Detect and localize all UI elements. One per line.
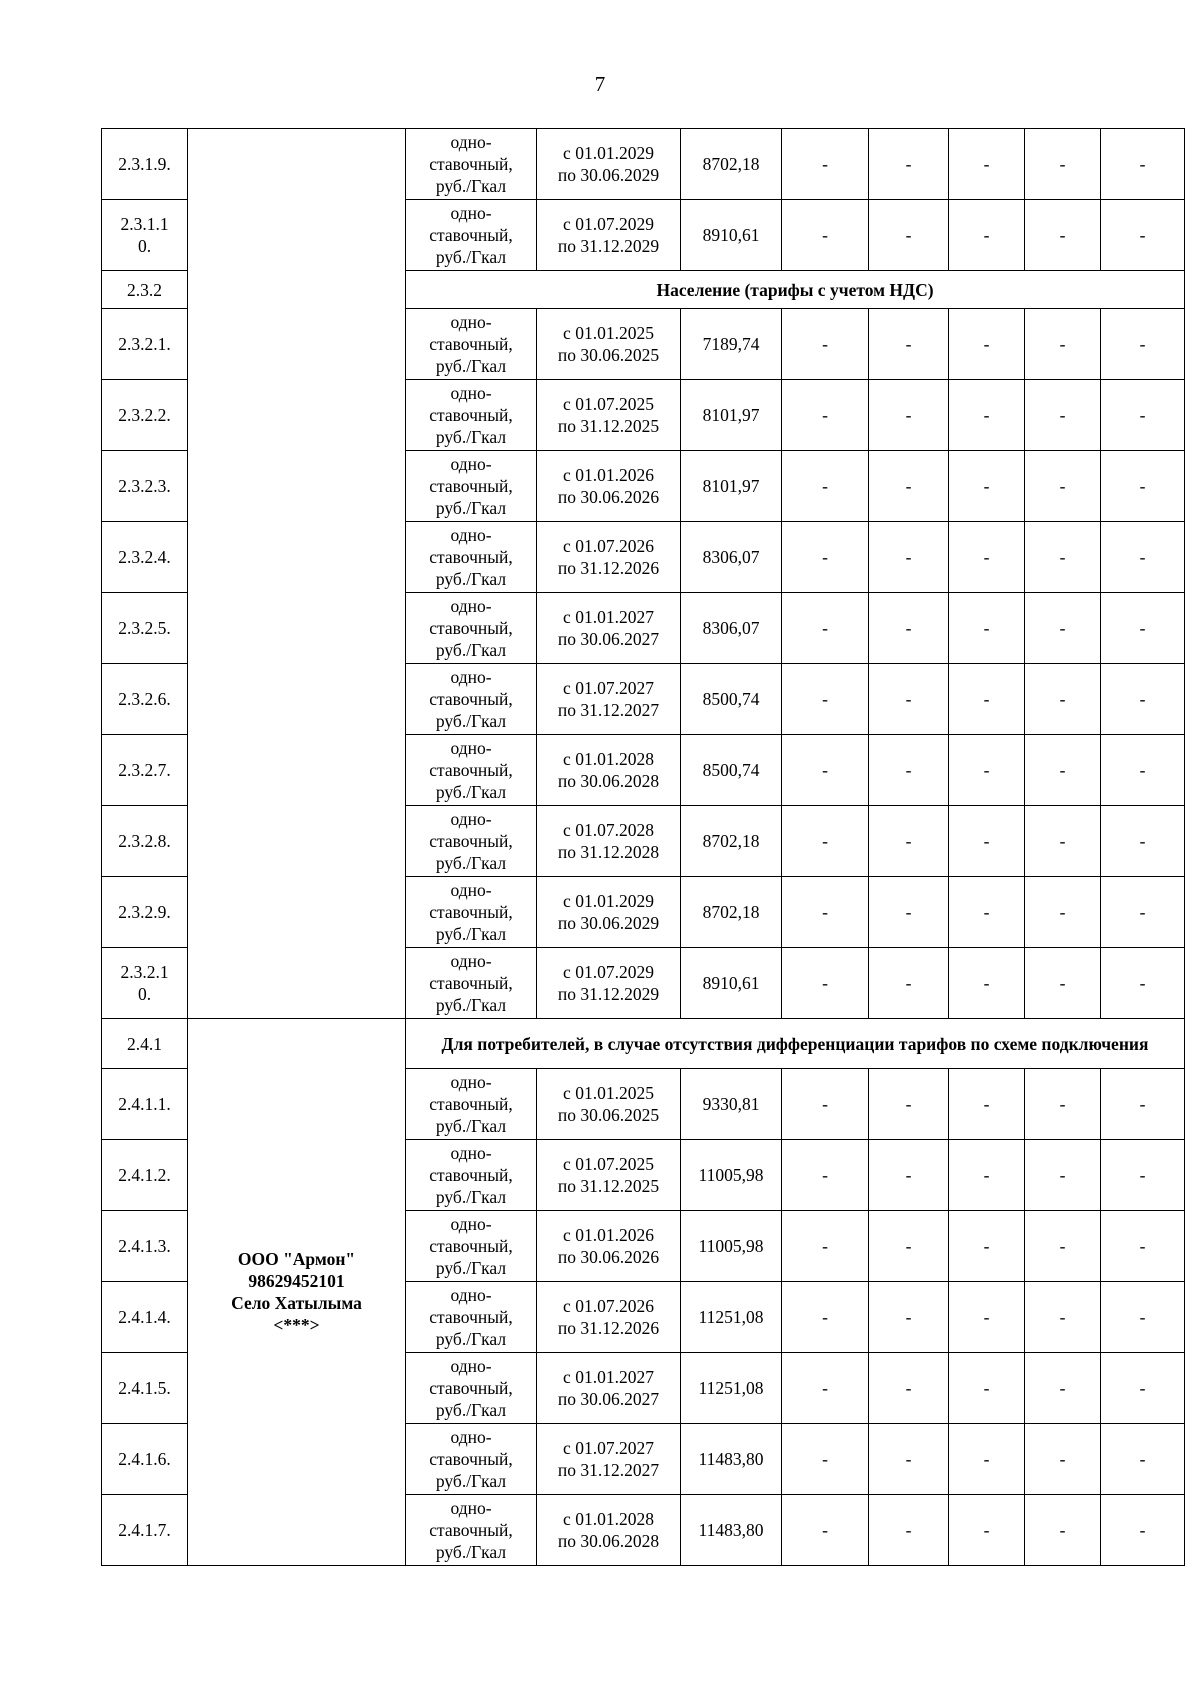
empty-value-c3: - — [949, 129, 1025, 200]
row-number: 2.3.2.7. — [102, 735, 188, 806]
tariff-period: с 01.01.2029 по 30.06.2029 — [537, 877, 681, 948]
empty-value-c4: - — [1025, 129, 1101, 200]
tariff-type: одно- ставочный, руб./Гкал — [406, 593, 537, 664]
tariff-period: с 01.07.2029 по 31.12.2029 — [537, 200, 681, 271]
section-title: Население (тарифы с учетом НДС) — [406, 271, 1185, 309]
empty-value-c4: - — [1025, 735, 1101, 806]
section-row — [102, 1019, 1185, 1069]
tariff-value: 8500,74 — [681, 735, 782, 806]
empty-value-c2: - — [869, 948, 949, 1019]
empty-value-c4: - — [1025, 877, 1101, 948]
empty-value-c2: - — [869, 664, 949, 735]
row-number: 2.3.2.4. — [102, 522, 188, 593]
tariff-type: одно- ставочный, руб./Гкал — [406, 129, 537, 200]
empty-value-c1: - — [782, 451, 869, 522]
empty-value-c2: - — [869, 1140, 949, 1211]
empty-value-c1: - — [782, 1211, 869, 1282]
empty-value-c3: - — [949, 1424, 1025, 1495]
empty-value-c5: - — [1101, 1211, 1185, 1282]
empty-value-c2: - — [869, 200, 949, 271]
tariff-value: 11483,80 — [681, 1424, 782, 1495]
empty-value-c1: - — [782, 1140, 869, 1211]
empty-value-c5: - — [1101, 1495, 1185, 1566]
tariff-value: 11251,08 — [681, 1282, 782, 1353]
organization-cell-empty — [188, 129, 406, 1019]
row-number: 2.4.1.3. — [102, 1211, 188, 1282]
empty-value-c1: - — [782, 522, 869, 593]
empty-value-c4: - — [1025, 1211, 1101, 1282]
empty-value-c4: - — [1025, 1069, 1101, 1140]
row-number: 2.4.1.7. — [102, 1495, 188, 1566]
tariff-period: с 01.07.2027 по 31.12.2027 — [537, 664, 681, 735]
empty-value-c2: - — [869, 129, 949, 200]
tariff-period: с 01.01.2029 по 30.06.2029 — [537, 129, 681, 200]
tariff-period: с 01.07.2029 по 31.12.2029 — [537, 948, 681, 1019]
tariff-period: с 01.07.2026 по 31.12.2026 — [537, 1282, 681, 1353]
empty-value-c1: - — [782, 593, 869, 664]
empty-value-c4: - — [1025, 200, 1101, 271]
empty-value-c4: - — [1025, 948, 1101, 1019]
tariff-period: с 01.01.2027 по 30.06.2027 — [537, 1353, 681, 1424]
empty-value-c1: - — [782, 735, 869, 806]
tariff-period: с 01.01.2025 по 30.06.2025 — [537, 1069, 681, 1140]
empty-value-c2: - — [869, 309, 949, 380]
empty-value-c4: - — [1025, 309, 1101, 380]
tariff-value: 8306,07 — [681, 522, 782, 593]
row-number: 2.3.2.3. — [102, 451, 188, 522]
row-number: 2.3.2.8. — [102, 806, 188, 877]
empty-value-c5: - — [1101, 948, 1185, 1019]
empty-value-c3: - — [949, 1353, 1025, 1424]
empty-value-c3: - — [949, 735, 1025, 806]
empty-value-c5: - — [1101, 877, 1185, 948]
empty-value-c5: - — [1101, 1282, 1185, 1353]
tariff-period: с 01.07.2027 по 31.12.2027 — [537, 1424, 681, 1495]
empty-value-c4: - — [1025, 1424, 1101, 1495]
tariff-type: одно- ставочный, руб./Гкал — [406, 451, 537, 522]
empty-value-c1: - — [782, 1353, 869, 1424]
empty-value-c3: - — [949, 309, 1025, 380]
empty-value-c3: - — [949, 948, 1025, 1019]
tariff-type: одно- ставочный, руб./Гкал — [406, 1424, 537, 1495]
row-number: 2.3.2.5. — [102, 593, 188, 664]
tariff-type: одно- ставочный, руб./Гкал — [406, 948, 537, 1019]
empty-value-c3: - — [949, 806, 1025, 877]
tariff-value: 11251,08 — [681, 1353, 782, 1424]
empty-value-c3: - — [949, 664, 1025, 735]
empty-value-c3: - — [949, 522, 1025, 593]
empty-value-c1: - — [782, 948, 869, 1019]
empty-value-c4: - — [1025, 1282, 1101, 1353]
tariff-value: 8702,18 — [681, 806, 782, 877]
tariff-value: 8306,07 — [681, 593, 782, 664]
tariff-value: 11483,80 — [681, 1495, 782, 1566]
tariff-type: одно- ставочный, руб./Гкал — [406, 309, 537, 380]
row-number: 2.3.1.9. — [102, 129, 188, 200]
organization-cell: ООО "Армон" 98629452101 Село Хатылыма <***> — [188, 1019, 406, 1566]
empty-value-c5: - — [1101, 735, 1185, 806]
empty-value-c2: - — [869, 1211, 949, 1282]
empty-value-c5: - — [1101, 1069, 1185, 1140]
empty-value-c2: - — [869, 380, 949, 451]
empty-value-c5: - — [1101, 664, 1185, 735]
tariff-table — [101, 128, 1185, 1566]
tariff-type: одно- ставочный, руб./Гкал — [406, 1140, 537, 1211]
empty-value-c4: - — [1025, 806, 1101, 877]
tariff-period: с 01.07.2026 по 31.12.2026 — [537, 522, 681, 593]
empty-value-c3: - — [949, 200, 1025, 271]
page-number: 7 — [594, 72, 606, 96]
row-number: 2.4.1.6. — [102, 1424, 188, 1495]
tariff-period: с 01.07.2025 по 31.12.2025 — [537, 380, 681, 451]
empty-value-c2: - — [869, 1282, 949, 1353]
empty-value-c5: - — [1101, 1140, 1185, 1211]
tariff-period: с 01.07.2025 по 31.12.2025 — [537, 1140, 681, 1211]
row-number: 2.3.2.1 0. — [102, 948, 188, 1019]
empty-value-c1: - — [782, 877, 869, 948]
tariff-type: одно- ставочный, руб./Гкал — [406, 806, 537, 877]
row-number: 2.4.1.1. — [102, 1069, 188, 1140]
empty-value-c2: - — [869, 877, 949, 948]
table-row — [102, 129, 1185, 200]
empty-value-c1: - — [782, 1069, 869, 1140]
tariff-type: одно- ставочный, руб./Гкал — [406, 735, 537, 806]
empty-value-c4: - — [1025, 664, 1101, 735]
tariff-value: 11005,98 — [681, 1140, 782, 1211]
row-number: 2.4.1.2. — [102, 1140, 188, 1211]
empty-value-c1: - — [782, 1424, 869, 1495]
tariff-period: с 01.01.2026 по 30.06.2026 — [537, 451, 681, 522]
tariff-value: 9330,81 — [681, 1069, 782, 1140]
empty-value-c3: - — [949, 1211, 1025, 1282]
tariff-value: 8101,97 — [681, 380, 782, 451]
empty-value-c3: - — [949, 593, 1025, 664]
empty-value-c1: - — [782, 664, 869, 735]
empty-value-c3: - — [949, 1140, 1025, 1211]
tariff-period: с 01.01.2025 по 30.06.2025 — [537, 309, 681, 380]
empty-value-c2: - — [869, 1424, 949, 1495]
tariff-value: 8500,74 — [681, 664, 782, 735]
empty-value-c5: - — [1101, 309, 1185, 380]
empty-value-c2: - — [869, 806, 949, 877]
tariff-value: 11005,98 — [681, 1211, 782, 1282]
empty-value-c4: - — [1025, 451, 1101, 522]
empty-value-c3: - — [949, 380, 1025, 451]
empty-value-c3: - — [949, 451, 1025, 522]
empty-value-c5: - — [1101, 593, 1185, 664]
empty-value-c1: - — [782, 1282, 869, 1353]
tariff-period: с 01.01.2026 по 30.06.2026 — [537, 1211, 681, 1282]
empty-value-c4: - — [1025, 380, 1101, 451]
empty-value-c1: - — [782, 129, 869, 200]
tariff-value: 8910,61 — [681, 200, 782, 271]
empty-value-c2: - — [869, 1069, 949, 1140]
tariff-type: одно- ставочный, руб./Гкал — [406, 664, 537, 735]
tariff-period: с 01.01.2028 по 30.06.2028 — [537, 735, 681, 806]
empty-value-c1: - — [782, 200, 869, 271]
empty-value-c2: - — [869, 1495, 949, 1566]
empty-value-c4: - — [1025, 593, 1101, 664]
tariff-type: одно- ставочный, руб./Гкал — [406, 1495, 537, 1566]
empty-value-c4: - — [1025, 1495, 1101, 1566]
section-number: 2.3.2 — [102, 271, 188, 309]
empty-value-c5: - — [1101, 522, 1185, 593]
row-number: 2.3.2.2. — [102, 380, 188, 451]
tariff-period: с 01.01.2028 по 30.06.2028 — [537, 1495, 681, 1566]
empty-value-c5: - — [1101, 129, 1185, 200]
tariff-value: 7189,74 — [681, 309, 782, 380]
empty-value-c5: - — [1101, 806, 1185, 877]
tariff-value: 8101,97 — [681, 451, 782, 522]
empty-value-c1: - — [782, 1495, 869, 1566]
row-number: 2.3.2.6. — [102, 664, 188, 735]
section-number: 2.4.1 — [102, 1019, 188, 1069]
tariff-period: с 01.07.2028 по 31.12.2028 — [537, 806, 681, 877]
empty-value-c5: - — [1101, 1424, 1185, 1495]
empty-value-c5: - — [1101, 200, 1185, 271]
empty-value-c3: - — [949, 1282, 1025, 1353]
row-number: 2.3.2.1. — [102, 309, 188, 380]
empty-value-c4: - — [1025, 522, 1101, 593]
empty-value-c2: - — [869, 451, 949, 522]
tariff-type: одно- ставочный, руб./Гкал — [406, 1211, 537, 1282]
tariff-period: с 01.01.2027 по 30.06.2027 — [537, 593, 681, 664]
empty-value-c5: - — [1101, 1353, 1185, 1424]
tariff-value: 8910,61 — [681, 948, 782, 1019]
empty-value-c5: - — [1101, 451, 1185, 522]
empty-value-c2: - — [869, 593, 949, 664]
row-number: 2.4.1.4. — [102, 1282, 188, 1353]
tariff-type: одно- ставочный, руб./Гкал — [406, 522, 537, 593]
empty-value-c1: - — [782, 309, 869, 380]
tariff-type: одно- ставочный, руб./Гкал — [406, 380, 537, 451]
empty-value-c1: - — [782, 380, 869, 451]
empty-value-c4: - — [1025, 1140, 1101, 1211]
tariff-value: 8702,18 — [681, 129, 782, 200]
tariff-type: одно- ставочный, руб./Гкал — [406, 1282, 537, 1353]
row-number: 2.4.1.5. — [102, 1353, 188, 1424]
empty-value-c1: - — [782, 806, 869, 877]
empty-value-c3: - — [949, 1069, 1025, 1140]
tariff-type: одно- ставочный, руб./Гкал — [406, 1353, 537, 1424]
empty-value-c2: - — [869, 735, 949, 806]
empty-value-c4: - — [1025, 1353, 1101, 1424]
tariff-value: 8702,18 — [681, 877, 782, 948]
empty-value-c3: - — [949, 877, 1025, 948]
empty-value-c3: - — [949, 1495, 1025, 1566]
tariff-type: одно- ставочный, руб./Гкал — [406, 877, 537, 948]
row-number: 2.3.1.1 0. — [102, 200, 188, 271]
empty-value-c5: - — [1101, 380, 1185, 451]
tariff-type: одно- ставочный, руб./Гкал — [406, 1069, 537, 1140]
section-title: Для потребителей, в случае отсутствия дифференциации тарифов по схеме подключения — [406, 1019, 1185, 1069]
row-number: 2.3.2.9. — [102, 877, 188, 948]
tariff-type: одно- ставочный, руб./Гкал — [406, 200, 537, 271]
empty-value-c2: - — [869, 1353, 949, 1424]
empty-value-c2: - — [869, 522, 949, 593]
